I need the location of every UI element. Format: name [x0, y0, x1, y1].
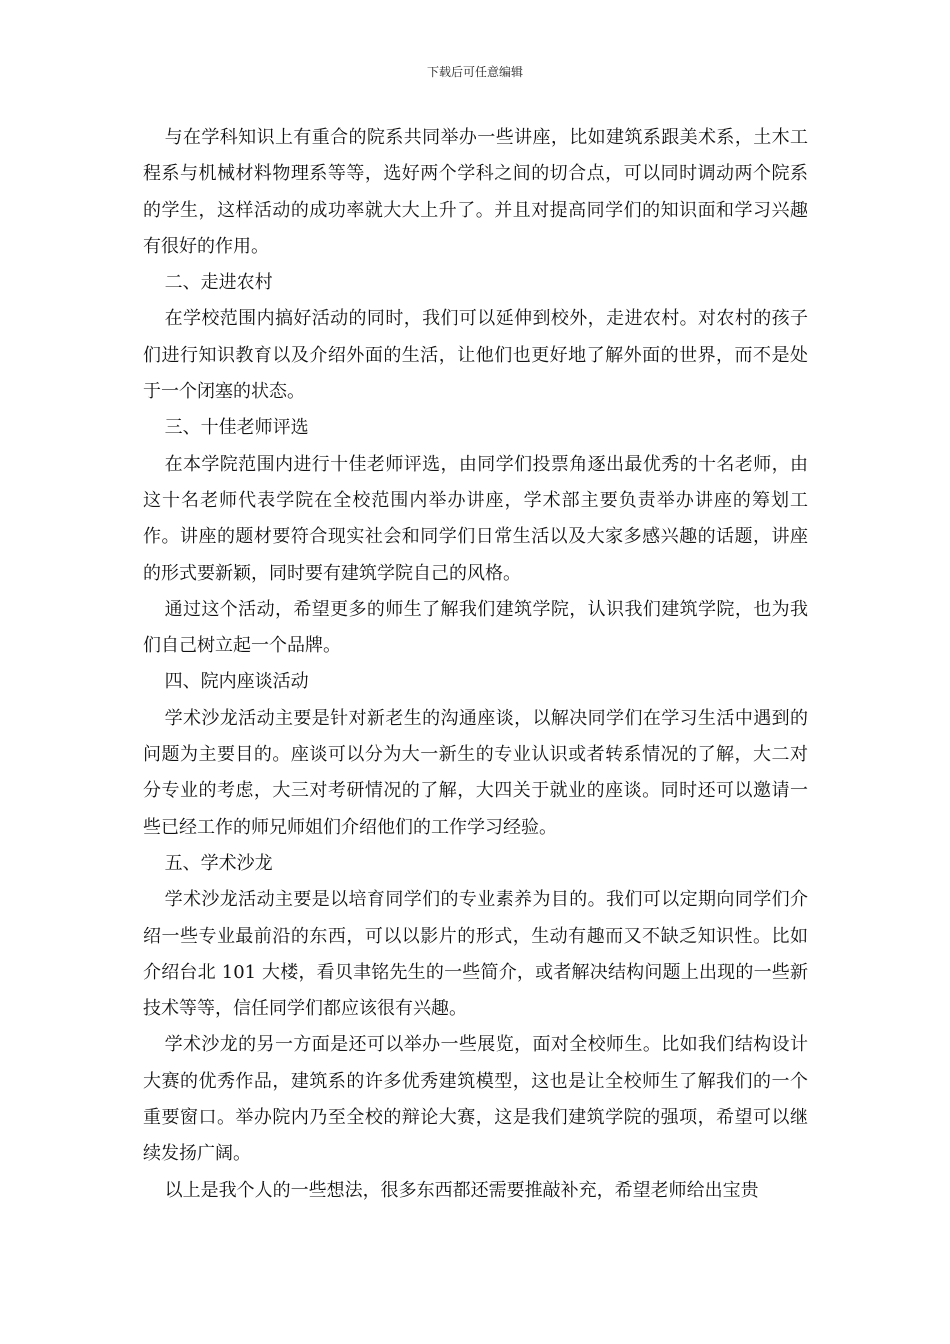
paragraph: 学术沙龙活动主要是针对新老生的沟通座谈，以解决同学们在学习生活中遇到的问题为主要目的。座谈可以分为大一新生的专业认识或者转系情况的了解，大二对分专业的考虑，大三对考研情况的了解，大四关于就业的座谈。同时还可以邀请一些已经工作的师兄师姐们介绍他们的工作学习经验。 — [143, 707, 808, 838]
paragraph: 通过这个活动，希望更多的师生了解我们建筑学院，认识我们建筑学院，也为我们自己树立起一个品牌。 — [143, 598, 808, 657]
page-header: 下载后可任意编辑 — [426, 65, 523, 79]
section-heading: 二、走进农村 — [164, 272, 273, 294]
section-heading: 三、十佳老师评选 — [164, 417, 309, 439]
paragraph: 学术沙龙的另一方面是还可以举办一些展览，面对全校师生。比如我们结构设计大赛的优秀作品，建筑系的许多优秀建筑模型，这也是让全校师生了解我们的一个重要窗口。举办院内乃至全校的辩论大赛，这是我们建筑学院的强项，希望可以继续发扬广阔。 — [143, 1034, 808, 1165]
document-body — [143, 120, 808, 1209]
section-heading: 四、院内座谈活动 — [164, 671, 309, 693]
paragraph: 在本学院范围内进行十佳老师评选，由同学们投票角逐出最优秀的十名老师，由这十名老师代表学院在全校范围内举办讲座，学术部主要负责举办讲座的筹划工作。讲座的题材要符合现实社会和同学们日常生活以及大家多感兴趣的话题，讲座的形式要新颖，同时要有建筑学院自己的风格。 — [143, 453, 808, 584]
paragraph: 学术沙龙活动主要是以培育同学们的专业素养为目的。我们可以定期向同学们介绍一些专业最前沿的东西，可以以影片的形式，生动有趣而又不缺乏知识性。比如介绍台北 101 大楼，看贝聿铭先生的一些简介，或者解决结构问题上出现的一些新技术等等，信任同学们都应该很有兴趣。 — [143, 889, 808, 1020]
paragraph: 以上是我个人的一些想法，很多东西都还需要推敲补充，希望老师给出宝贵 — [164, 1179, 759, 1201]
paragraph: 与在学科知识上有重合的院系共同举办一些讲座，比如建筑系跟美术系，土木工程系与机械材料物理系等等，选好两个学科之间的切合点，可以同时调动两个院系的学生，这样活动的成功率就大大上升了。并且对提高同学们的知识面和学习兴趣有很好的作用。 — [143, 127, 808, 257]
section-heading: 五、学术沙龙 — [164, 852, 273, 874]
paragraph: 在学校范围内搞好活动的同时，我们可以延伸到校外，走进农村。对农村的孩子们进行知识教育以及介绍外面的生活，让他们也更好地了解外面的世界，而不是处于一个闭塞的状态。 — [143, 308, 808, 403]
